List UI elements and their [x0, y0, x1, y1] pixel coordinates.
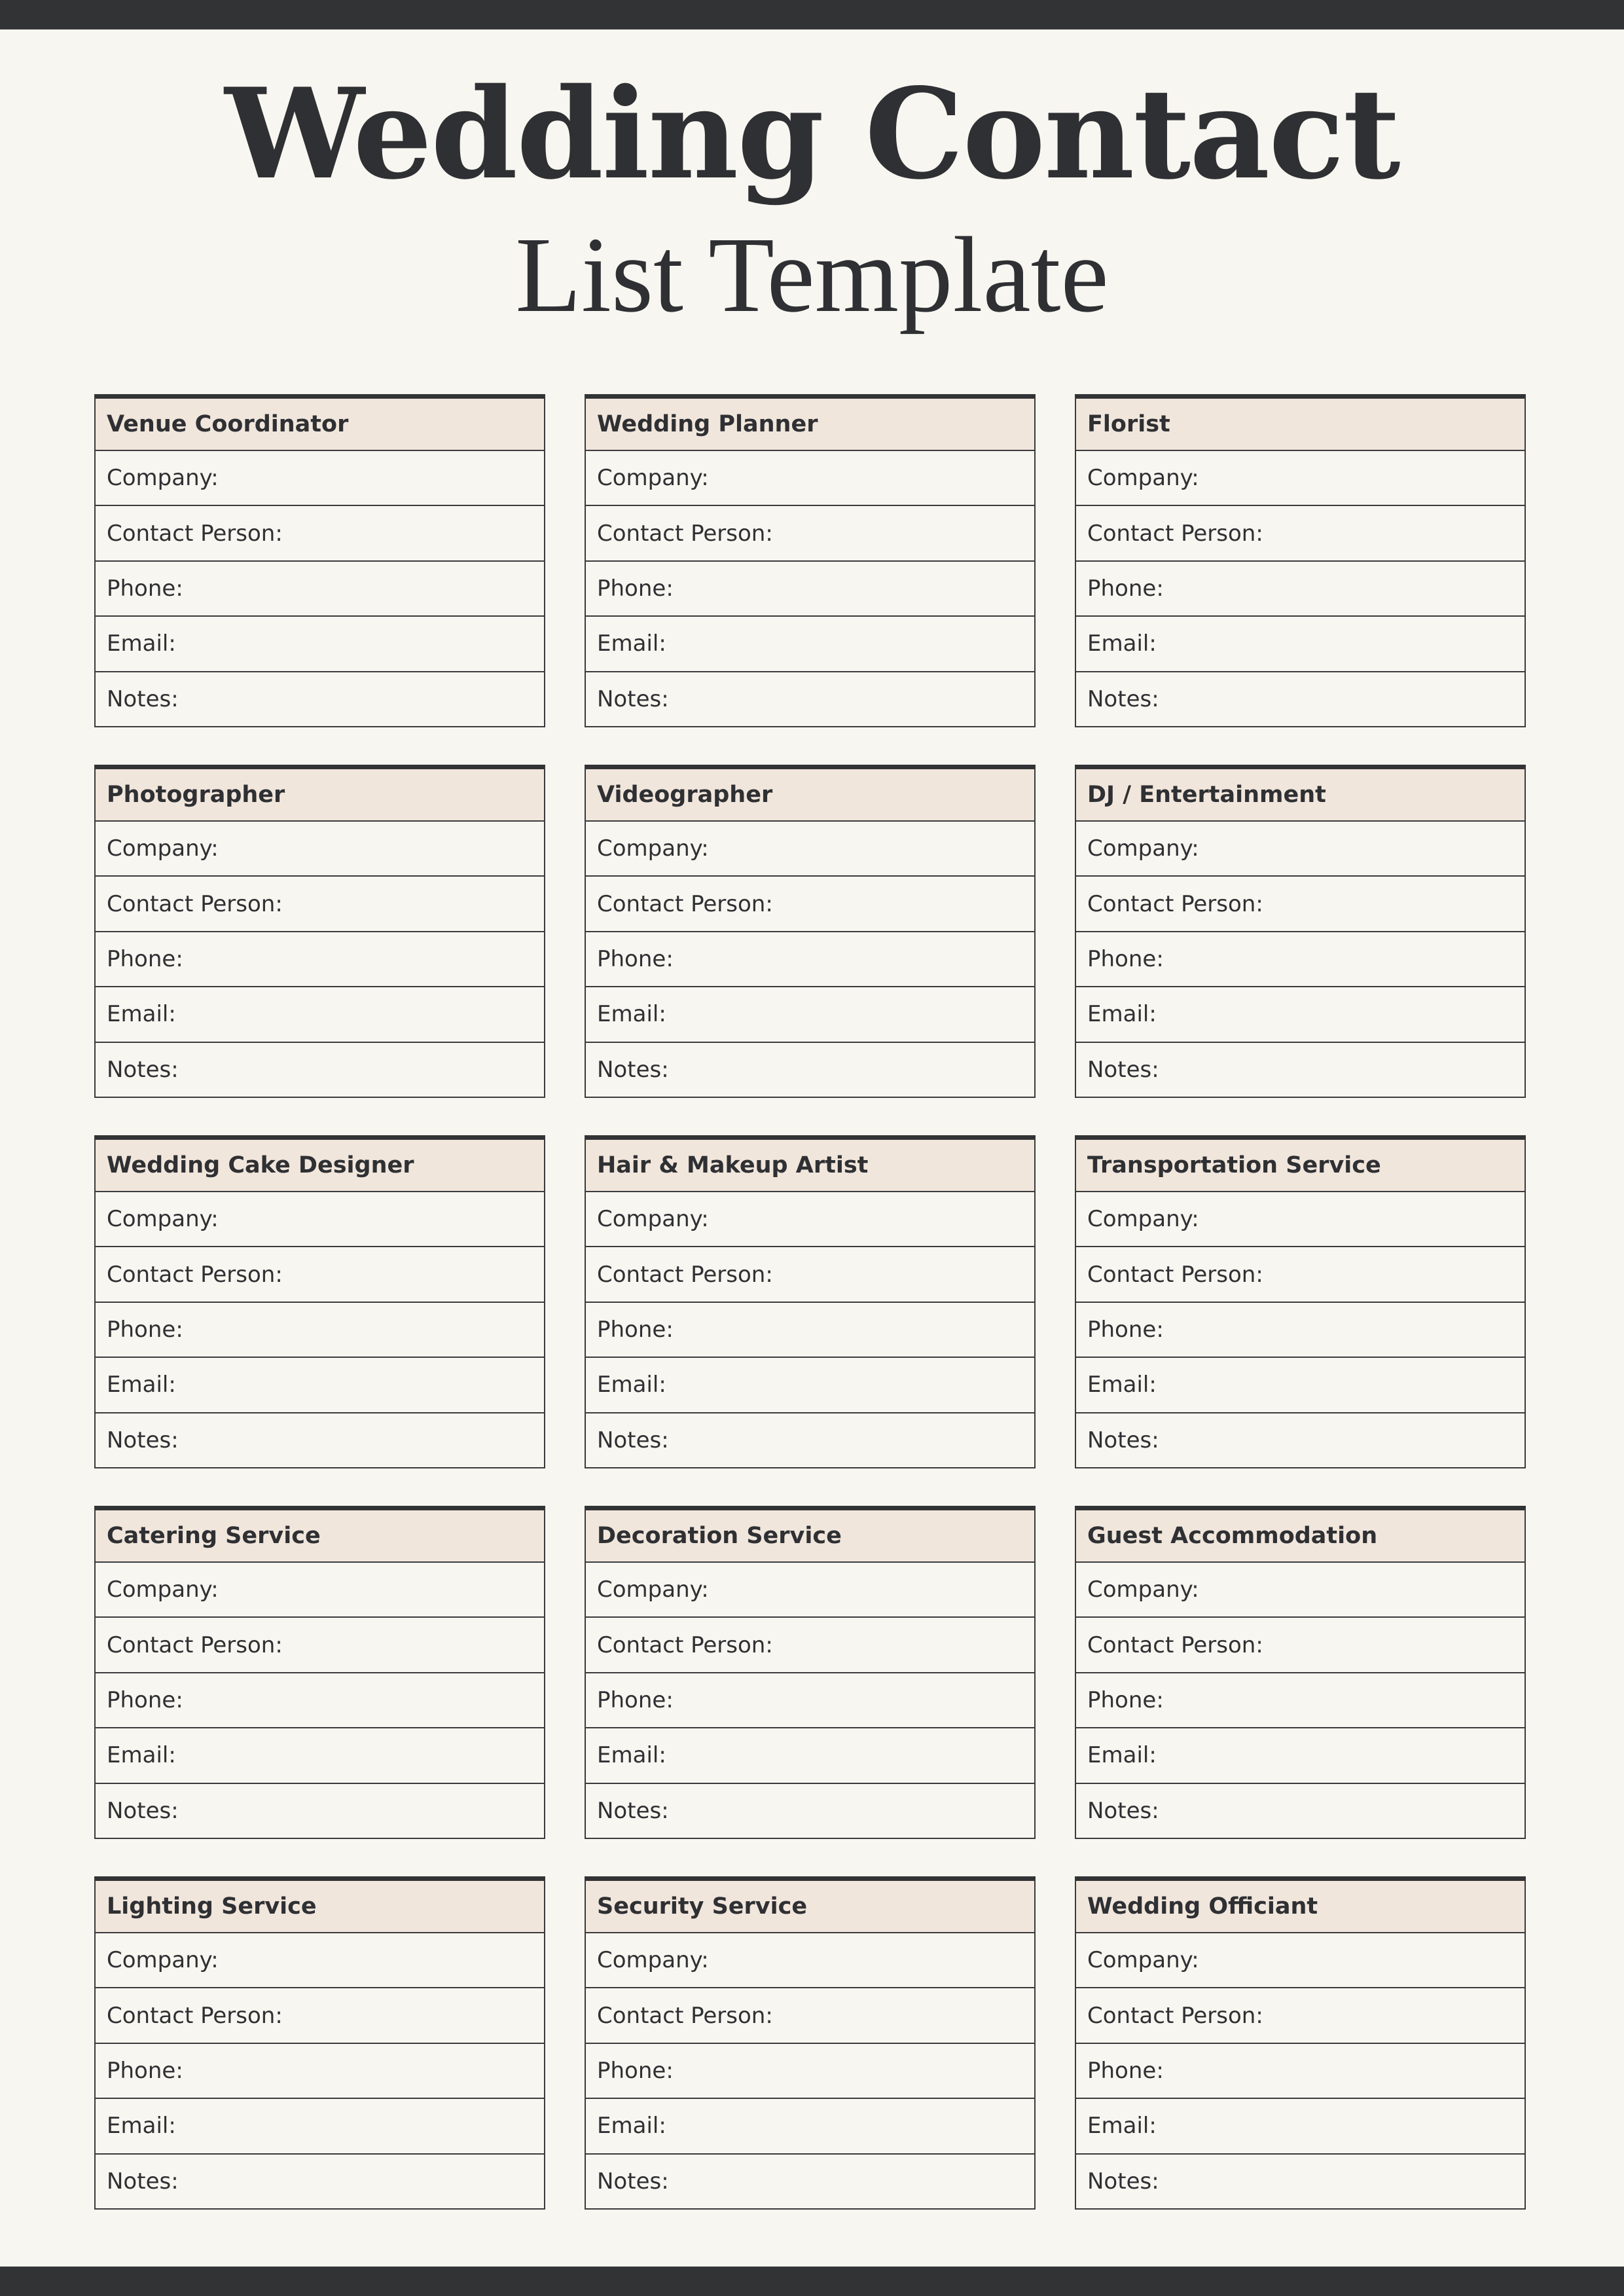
field-label: Email:: [107, 1742, 176, 1769]
field-row[interactable]: [1076, 617, 1525, 672]
page-title: Wedding Contact: [225, 61, 1399, 207]
field-label: Company:: [1087, 465, 1199, 492]
field-row[interactable]: [1076, 1192, 1525, 1247]
field-label: Email:: [597, 630, 666, 657]
field-label: Company:: [107, 1206, 219, 1233]
field-row[interactable]: [1076, 877, 1525, 932]
field-row[interactable]: [96, 506, 544, 561]
field-row[interactable]: [96, 1192, 544, 1247]
field-row[interactable]: [96, 987, 544, 1042]
field-label: Phone:: [597, 575, 674, 602]
field-row[interactable]: [96, 1413, 544, 1467]
field-row[interactable]: [586, 2044, 1034, 2099]
field-label: Notes:: [1087, 1797, 1159, 1824]
field-label: Notes:: [1087, 685, 1159, 712]
field-label: Email:: [597, 1742, 666, 1769]
contact-card-title: Photographer: [96, 769, 544, 822]
field-label: Phone:: [107, 946, 183, 973]
field-row[interactable]: [96, 2099, 544, 2154]
field-label: Phone:: [107, 1317, 183, 1343]
field-label: Notes:: [1087, 2168, 1159, 2195]
field-row[interactable]: [96, 451, 544, 506]
field-label: Notes:: [107, 685, 179, 712]
field-label: Email:: [1087, 1372, 1157, 1398]
field-row[interactable]: [586, 1303, 1034, 1358]
field-label: Company:: [1087, 1576, 1199, 1603]
field-label: Company:: [1087, 1206, 1199, 1233]
contact-card-title: Venue Coordinator: [96, 399, 544, 451]
field-label: Phone:: [107, 575, 183, 602]
contact-card: [1075, 765, 1526, 1098]
field-row[interactable]: [1076, 1358, 1525, 1413]
field-label: Contact Person:: [1087, 2002, 1263, 2029]
field-row[interactable]: [96, 1728, 544, 1783]
contact-card-title: Wedding Cake Designer: [96, 1140, 544, 1192]
field-row[interactable]: [96, 562, 544, 617]
contact-card: [1075, 1135, 1526, 1468]
field-label: Notes:: [107, 1797, 179, 1824]
field-label: Contact Person:: [107, 520, 283, 547]
contact-card-title: Guest Accommodation: [1076, 1510, 1525, 1563]
field-row[interactable]: [96, 2155, 544, 2208]
field-row[interactable]: [1076, 562, 1525, 617]
field-label: Notes:: [597, 1427, 669, 1453]
field-label: Notes:: [597, 685, 669, 712]
field-label: Contact Person:: [597, 2002, 773, 2029]
field-row[interactable]: [586, 1563, 1034, 1618]
contact-card: [585, 394, 1036, 727]
field-label: Phone:: [597, 946, 674, 973]
field-row[interactable]: [1076, 1988, 1525, 2043]
contact-card: [94, 1876, 545, 2210]
field-row[interactable]: [586, 1673, 1034, 1728]
contact-card-title: Videographer: [586, 769, 1034, 822]
field-label: Notes:: [107, 1427, 179, 1453]
field-label: Email:: [597, 1372, 666, 1398]
field-row[interactable]: [1076, 1043, 1525, 1097]
field-row[interactable]: [586, 1933, 1034, 1988]
field-label: Email:: [597, 1001, 666, 1028]
field-row[interactable]: [586, 2155, 1034, 2208]
field-row[interactable]: [1076, 1784, 1525, 1838]
field-row[interactable]: [96, 932, 544, 987]
field-label: Phone:: [1087, 1687, 1164, 1714]
field-row[interactable]: [586, 877, 1034, 932]
contact-card: [94, 765, 545, 1098]
contact-card-title: Lighting Service: [96, 1881, 544, 1933]
field-label: Phone:: [1087, 946, 1164, 973]
field-label: Company:: [597, 1947, 709, 1974]
field-label: Email:: [107, 1372, 176, 1398]
field-label: Contact Person:: [107, 890, 283, 917]
field-label: Notes:: [597, 2168, 669, 2195]
field-label: Phone:: [1087, 575, 1164, 602]
field-label: Email:: [1087, 630, 1157, 657]
field-row[interactable]: [96, 2044, 544, 2099]
field-row[interactable]: [586, 1358, 1034, 1413]
contact-card: [1075, 1876, 1526, 2210]
contact-card: [1075, 1506, 1526, 1839]
field-label: Email:: [1087, 1742, 1157, 1769]
field-row[interactable]: [586, 1784, 1034, 1838]
field-row[interactable]: [1076, 1728, 1525, 1783]
field-label: Notes:: [597, 1797, 669, 1824]
field-label: Notes:: [107, 2168, 179, 2195]
field-label: Contact Person:: [107, 2002, 283, 2029]
field-row[interactable]: [1076, 1673, 1525, 1728]
field-label: Email:: [107, 1001, 176, 1028]
contact-card: [585, 1876, 1036, 2210]
contact-card-title: DJ / Entertainment: [1076, 769, 1525, 822]
field-label: Company:: [107, 1576, 219, 1603]
field-row[interactable]: [586, 1618, 1034, 1673]
field-label: Contact Person:: [1087, 1261, 1263, 1288]
bottom-bar: [0, 2267, 1624, 2296]
field-row[interactable]: [586, 1043, 1034, 1097]
field-label: Company:: [597, 835, 709, 862]
page-subtitle: List Template: [515, 215, 1109, 335]
field-row[interactable]: [586, 1413, 1034, 1467]
field-label: Notes:: [1087, 1056, 1159, 1083]
field-row[interactable]: [586, 562, 1034, 617]
contact-card-title: Florist: [1076, 399, 1525, 451]
contact-card: [94, 1135, 545, 1468]
field-label: Email:: [107, 630, 176, 657]
field-row[interactable]: [586, 932, 1034, 987]
contact-card-title: Security Service: [586, 1881, 1034, 1933]
field-row[interactable]: [96, 1784, 544, 1838]
field-label: Contact Person:: [597, 1631, 773, 1658]
field-row[interactable]: [96, 1933, 544, 1988]
field-row[interactable]: [586, 1247, 1034, 1302]
field-row[interactable]: [96, 1247, 544, 1302]
field-row[interactable]: [96, 1988, 544, 2043]
field-label: Company:: [1087, 835, 1199, 862]
contact-card: [585, 1135, 1036, 1468]
field-row[interactable]: [96, 1673, 544, 1728]
field-row[interactable]: [96, 1043, 544, 1097]
field-row[interactable]: [1076, 932, 1525, 987]
field-label: Email:: [1087, 1001, 1157, 1028]
field-row[interactable]: [96, 1358, 544, 1413]
field-label: Contact Person:: [107, 1261, 283, 1288]
contact-card-title: Hair & Makeup Artist: [586, 1140, 1034, 1192]
contact-card-title: Wedding Officiant: [1076, 1881, 1525, 1933]
field-label: Company:: [1087, 1947, 1199, 1974]
field-row[interactable]: [1076, 1563, 1525, 1618]
field-label: Contact Person:: [597, 1261, 773, 1288]
field-label: Phone:: [597, 1687, 674, 1714]
field-row[interactable]: [1076, 1618, 1525, 1673]
contact-card: [94, 394, 545, 727]
field-label: Email:: [597, 2113, 666, 2140]
top-bar: [0, 0, 1624, 29]
field-row[interactable]: [1076, 1303, 1525, 1358]
field-row[interactable]: [586, 1988, 1034, 2043]
field-row[interactable]: [1076, 451, 1525, 506]
field-row[interactable]: [586, 2099, 1034, 2154]
field-label: Company:: [597, 465, 709, 492]
field-row[interactable]: [586, 1728, 1034, 1783]
field-row[interactable]: [1076, 506, 1525, 561]
field-row[interactable]: [1076, 822, 1525, 877]
field-row[interactable]: [1076, 2155, 1525, 2208]
field-row[interactable]: [1076, 1413, 1525, 1467]
contact-card: [94, 1506, 545, 1839]
field-row[interactable]: [96, 1618, 544, 1673]
field-row[interactable]: [1076, 1933, 1525, 1988]
field-label: Company:: [107, 835, 219, 862]
field-label: Company:: [107, 465, 219, 492]
field-row[interactable]: [586, 506, 1034, 561]
field-label: Phone:: [597, 2058, 674, 2085]
field-row[interactable]: [1076, 2044, 1525, 2099]
field-label: Phone:: [1087, 2058, 1164, 2085]
field-row[interactable]: [1076, 987, 1525, 1042]
field-label: Company:: [597, 1576, 709, 1603]
field-label: Email:: [1087, 2113, 1157, 2140]
field-label: Contact Person:: [1087, 1631, 1263, 1658]
field-row[interactable]: [96, 672, 544, 726]
contact-card: [585, 765, 1036, 1098]
field-label: Phone:: [107, 2058, 183, 2085]
field-row[interactable]: [586, 617, 1034, 672]
contact-card-title: Decoration Service: [586, 1510, 1034, 1563]
contact-card-title: Wedding Planner: [586, 399, 1034, 451]
field-row[interactable]: [1076, 2099, 1525, 2154]
field-label: Phone:: [597, 1317, 674, 1343]
field-label: Contact Person:: [107, 1631, 283, 1658]
field-label: Contact Person:: [1087, 890, 1263, 917]
contact-card: [1075, 394, 1526, 727]
field-row[interactable]: [96, 617, 544, 672]
field-label: Notes:: [597, 1056, 669, 1083]
contact-card-title: Transportation Service: [1076, 1140, 1525, 1192]
field-label: Company:: [107, 1947, 219, 1974]
field-label: Contact Person:: [597, 520, 773, 547]
field-row[interactable]: [586, 672, 1034, 726]
field-label: Notes:: [1087, 1427, 1159, 1453]
field-label: Email:: [107, 2113, 176, 2140]
field-label: Notes:: [107, 1056, 179, 1083]
field-row[interactable]: [586, 1192, 1034, 1247]
contact-card: [585, 1506, 1036, 1839]
contact-card-title: Catering Service: [96, 1510, 544, 1563]
field-row[interactable]: [1076, 672, 1525, 726]
field-label: Company:: [597, 1206, 709, 1233]
field-row[interactable]: [586, 451, 1034, 506]
field-row[interactable]: [96, 822, 544, 877]
field-row[interactable]: [96, 1303, 544, 1358]
field-row[interactable]: [586, 987, 1034, 1042]
field-label: Contact Person:: [1087, 520, 1263, 547]
field-row[interactable]: [96, 877, 544, 932]
field-row[interactable]: [586, 822, 1034, 877]
field-row[interactable]: [1076, 1247, 1525, 1302]
field-label: Phone:: [1087, 1317, 1164, 1343]
field-label: Contact Person:: [597, 890, 773, 917]
contact-card-grid: [94, 394, 1528, 2210]
field-row[interactable]: [96, 1563, 544, 1618]
field-label: Phone:: [107, 1687, 183, 1714]
